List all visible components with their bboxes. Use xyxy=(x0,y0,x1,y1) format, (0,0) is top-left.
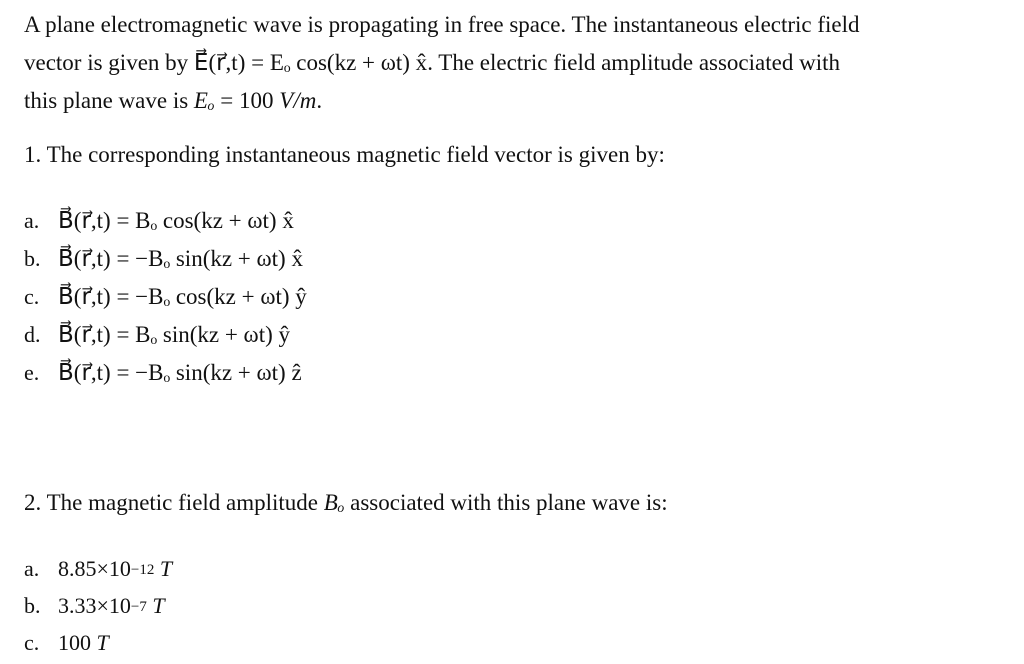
option-equation: B⃗(r⃗,t) = −Bₒ sin(kz + ωt) x̂ xyxy=(58,246,303,271)
electric-field-equation: E⃗(r⃗,t) = Eₒ cos(kz + ωt) x̂ xyxy=(193,50,428,75)
option-label: b. xyxy=(24,246,41,271)
option-label: a. xyxy=(24,208,40,233)
option-equation: B⃗(r⃗,t) = Bₒ sin(kz + ωt) ŷ xyxy=(58,322,290,347)
question-2 xyxy=(24,490,668,516)
question-2-options xyxy=(24,552,172,660)
option-1c[interactable] xyxy=(24,278,307,316)
option-mantissa: 3.33×10 xyxy=(58,593,131,618)
intro-line-2 xyxy=(24,44,1004,82)
electric-amplitude-value: = 100 xyxy=(214,88,280,113)
intro-text-3: this plane wave is xyxy=(24,88,189,113)
question-2-prefix: 2. The magnetic field amplitude xyxy=(24,490,324,515)
option-label: c. xyxy=(24,284,40,309)
option-2a[interactable] xyxy=(24,552,172,589)
question-1-options xyxy=(24,202,307,392)
intro-text-2-rest: . The electric field amplitude associated with xyxy=(427,50,840,75)
option-label: a. xyxy=(24,556,40,581)
option-label: e. xyxy=(24,360,40,385)
electric-amplitude-unit: V/m xyxy=(279,88,317,113)
option-mantissa: 8.85×10 xyxy=(58,556,131,581)
intro-period: . xyxy=(316,88,323,113)
option-label: d. xyxy=(24,322,41,347)
option-equation: B⃗(r⃗,t) = −Bₒ sin(kz + ωt) ẑ xyxy=(58,360,302,385)
question-1: 1. The corresponding instantaneous magnetic field vector is given by: xyxy=(24,142,665,167)
intro-line-1 xyxy=(24,6,1004,44)
option-equation: B⃗(r⃗,t) = Bₒ cos(kz + ωt) x̂ xyxy=(58,208,294,233)
magnetic-amplitude-symbol: Bₒ xyxy=(323,490,345,515)
option-1d[interactable] xyxy=(24,316,307,354)
option-exponent: −12 xyxy=(130,562,155,578)
option-mantissa: 100 xyxy=(58,630,91,655)
problem-intro xyxy=(24,6,1004,120)
option-2b[interactable] xyxy=(24,589,172,626)
option-unit: T xyxy=(96,630,109,655)
option-label: b. xyxy=(24,593,41,618)
option-1a[interactable] xyxy=(24,202,307,240)
option-equation: B⃗(r⃗,t) = −Bₒ cos(kz + ωt) ŷ xyxy=(58,284,307,309)
option-label: c. xyxy=(24,630,40,655)
electric-amplitude-symbol: Eₒ xyxy=(193,88,215,113)
intro-line-3 xyxy=(24,82,1004,120)
option-unit: T xyxy=(152,593,165,618)
intro-text-2: vector is given by xyxy=(24,50,189,75)
intro-text-1: A plane electromagnetic wave is propagating in free space. The instantaneous electric field xyxy=(24,12,860,37)
option-2c[interactable] xyxy=(24,626,172,660)
option-1b[interactable] xyxy=(24,240,307,278)
option-1e[interactable] xyxy=(24,354,307,392)
option-unit: T xyxy=(159,556,173,581)
option-exponent: −7 xyxy=(130,599,147,615)
question-2-suffix: associated with this plane wave is: xyxy=(344,490,668,515)
